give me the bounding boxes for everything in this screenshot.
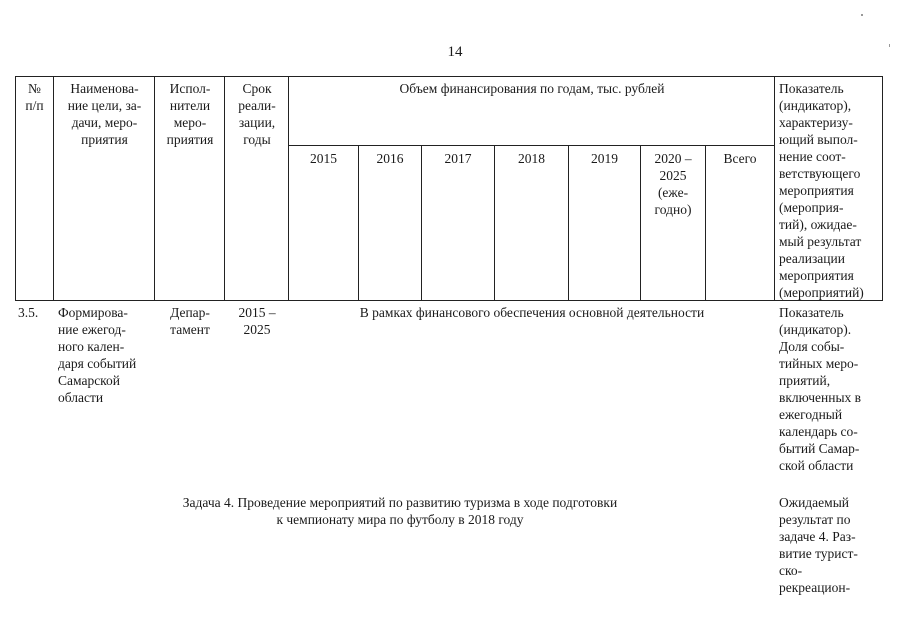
header-bottom-border bbox=[15, 300, 883, 301]
header-year-5: 2020 – 2025 (еже- годно) bbox=[654, 151, 692, 217]
header-num: № п/п bbox=[25, 81, 44, 113]
header-year-4: 2019 bbox=[591, 151, 618, 166]
header-year-1: 2016 bbox=[376, 151, 404, 166]
row-3-5-name: Формирова- ние ежегод- ного кален- даря событий Самарской области bbox=[58, 305, 137, 405]
header-year-6: Всего bbox=[723, 151, 757, 166]
header-year-0: 2015 bbox=[310, 151, 337, 166]
row-3-5-term: 2015 – 2025 bbox=[238, 305, 276, 337]
scan-mark bbox=[889, 44, 890, 47]
years-header-divider bbox=[288, 145, 774, 146]
header-year-3: 2018 bbox=[518, 151, 545, 166]
page-number: 14 bbox=[447, 44, 463, 60]
header-executor: Испол- нители меро- приятия bbox=[166, 81, 214, 147]
table-top-border bbox=[15, 76, 883, 77]
header-funding-group: Объем финансирования по годам, тыс. рублей bbox=[399, 81, 665, 96]
col-divider-2016 bbox=[421, 145, 422, 301]
header-year-2: 2017 bbox=[444, 151, 472, 166]
col-divider-2017 bbox=[494, 145, 495, 301]
col-divider-2020 bbox=[705, 145, 706, 301]
header-name: Наименова- ние цели, за- дачи, меро- приятия bbox=[67, 81, 142, 147]
task-4-title-line1: Задача 4. Проведение мероприятий по развитию туризма в ходе подготовки bbox=[182, 495, 618, 510]
col-divider-2018 bbox=[568, 145, 569, 301]
row-3-5-indicator: Показатель (индикатор). Доля собы- тийных меро- приятий, включенных в ежегодный календарь со- бытий Самар- ской области bbox=[779, 305, 862, 473]
col-divider-total bbox=[774, 76, 775, 301]
col-divider-2015 bbox=[358, 145, 359, 301]
col-divider-executor bbox=[224, 76, 225, 301]
header-indicator: Показатель (индикатор), характеризу- ющий выпол- нение соот- ветствующего мероприятия (мероприя- тий), ожидае- мый результат реализации мероприятия (мероприятий) bbox=[779, 81, 864, 300]
task-4-title-line2: к чемпионату мира по футболу в 2018 году bbox=[276, 512, 524, 527]
scan-mark bbox=[861, 14, 863, 16]
table-right-border bbox=[882, 76, 883, 301]
row-3-5-num: 3.5. bbox=[18, 305, 39, 320]
row-3-5-funding: В рамках финансового обеспечения основной деятельности bbox=[359, 305, 705, 320]
row-3-5-executor: Депар- тамент bbox=[170, 305, 210, 337]
col-divider-num bbox=[53, 76, 54, 301]
header-term: Срок реали- зации, годы bbox=[238, 81, 276, 147]
col-divider-term bbox=[288, 76, 289, 301]
task-4-indicator: Ожидаемый результат по задаче 4. Раз- витие турист- ско- рекреацион- bbox=[779, 495, 858, 595]
col-divider-name bbox=[154, 76, 155, 301]
